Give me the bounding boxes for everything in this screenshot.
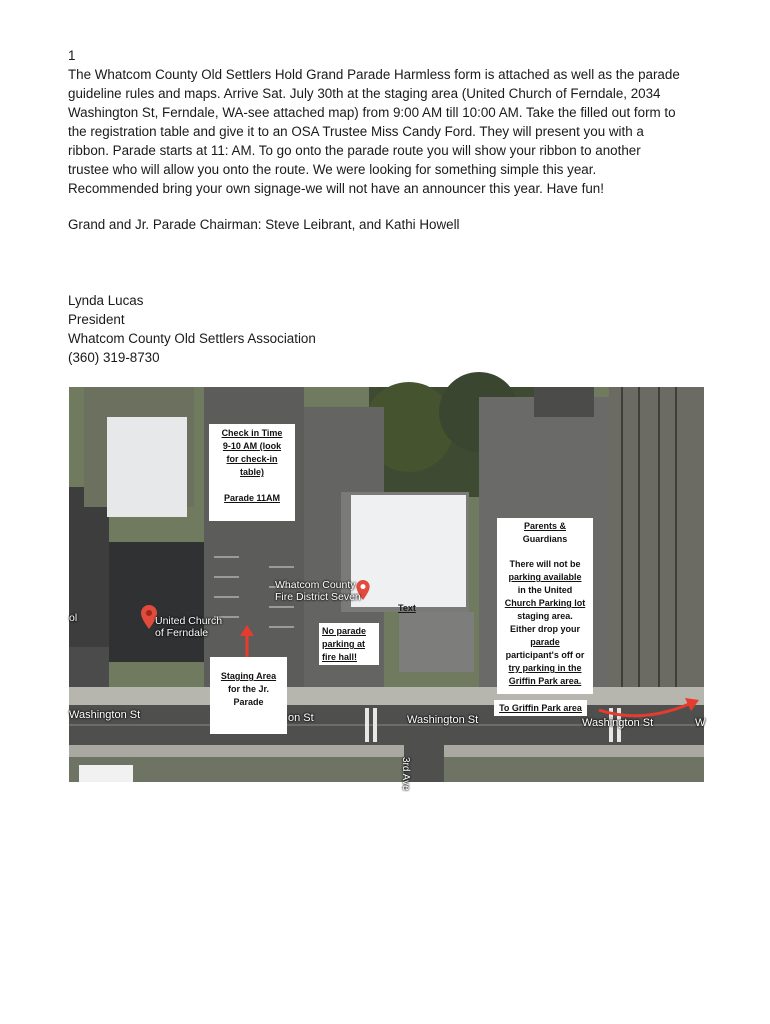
checkin-note: Check in Time 9-10 AM (look for check-in table) Parade 11AM: [209, 424, 295, 521]
page-number: 1: [68, 48, 76, 63]
signature-title: President: [68, 312, 125, 327]
no-parking-note: No parade parking at fire hall!: [319, 623, 379, 665]
document-body: [68, 46, 708, 367]
chairman-line: Grand and Jr. Parade Chairman: Steve Leibrant, and Kathi Howell: [68, 217, 460, 232]
street-label-2: on St: [288, 712, 314, 724]
intro-line-4: the registration table and give it to an OSA Trustee Miss Candy Ford. They will present you with a: [68, 124, 644, 139]
parents-note: Parents & Guardians There will not be parking available in the United Church Parking lot staging area. Either drop your parade participant's off or try parking in the Griffin Park area.: [497, 518, 593, 694]
street-label-3rd-ave: 3rd Ave: [400, 757, 411, 791]
intro-line-7: Recommended bring your own signage-we will not have an announcer this year. Have fun!: [68, 181, 604, 196]
fire-district-label: Whatcom County Fire District Seven: [275, 579, 361, 603]
street-label-6: W: [695, 717, 706, 729]
intro-line-6: trustee who will allow you onto the route. We were looking for something simple this year.: [68, 162, 597, 177]
signature-name: Lynda Lucas: [68, 293, 144, 308]
staging-note: Staging Area for the Jr. Parade: [210, 657, 287, 734]
griffin-park-note: To Griffin Park area: [494, 700, 587, 716]
parade-map: [69, 387, 706, 791]
edge-label: ol: [69, 612, 78, 624]
signature-phone: (360) 319-8730: [68, 350, 160, 365]
church-label: United Church of Ferndale: [155, 615, 223, 639]
intro-line-5: ribbon. Parade starts at 11: AM. To go onto the parade route you will show your ribbon to another: [68, 143, 641, 158]
street-label-3: Washington St: [407, 714, 479, 726]
intro-line-3: Washington St, Ferndale, WA-see attached map) from 9:00 AM till 10:00 AM. Take the filled out form to: [68, 105, 676, 120]
intro-line-1: The Whatcom County Old Settlers Hold Grand Parade Harmless form is attached as well as the parade: [68, 67, 680, 82]
signature-organization: Whatcom County Old Settlers Association: [68, 331, 316, 346]
street-label-1: Washington St: [69, 709, 141, 721]
intro-line-2: guideline rules and maps. Arrive Sat. July 30th at the staging area (United Church of Ferndale, 2034: [68, 86, 661, 101]
text-label: Text: [398, 603, 416, 613]
street-label-4: Washington St: [582, 717, 654, 729]
